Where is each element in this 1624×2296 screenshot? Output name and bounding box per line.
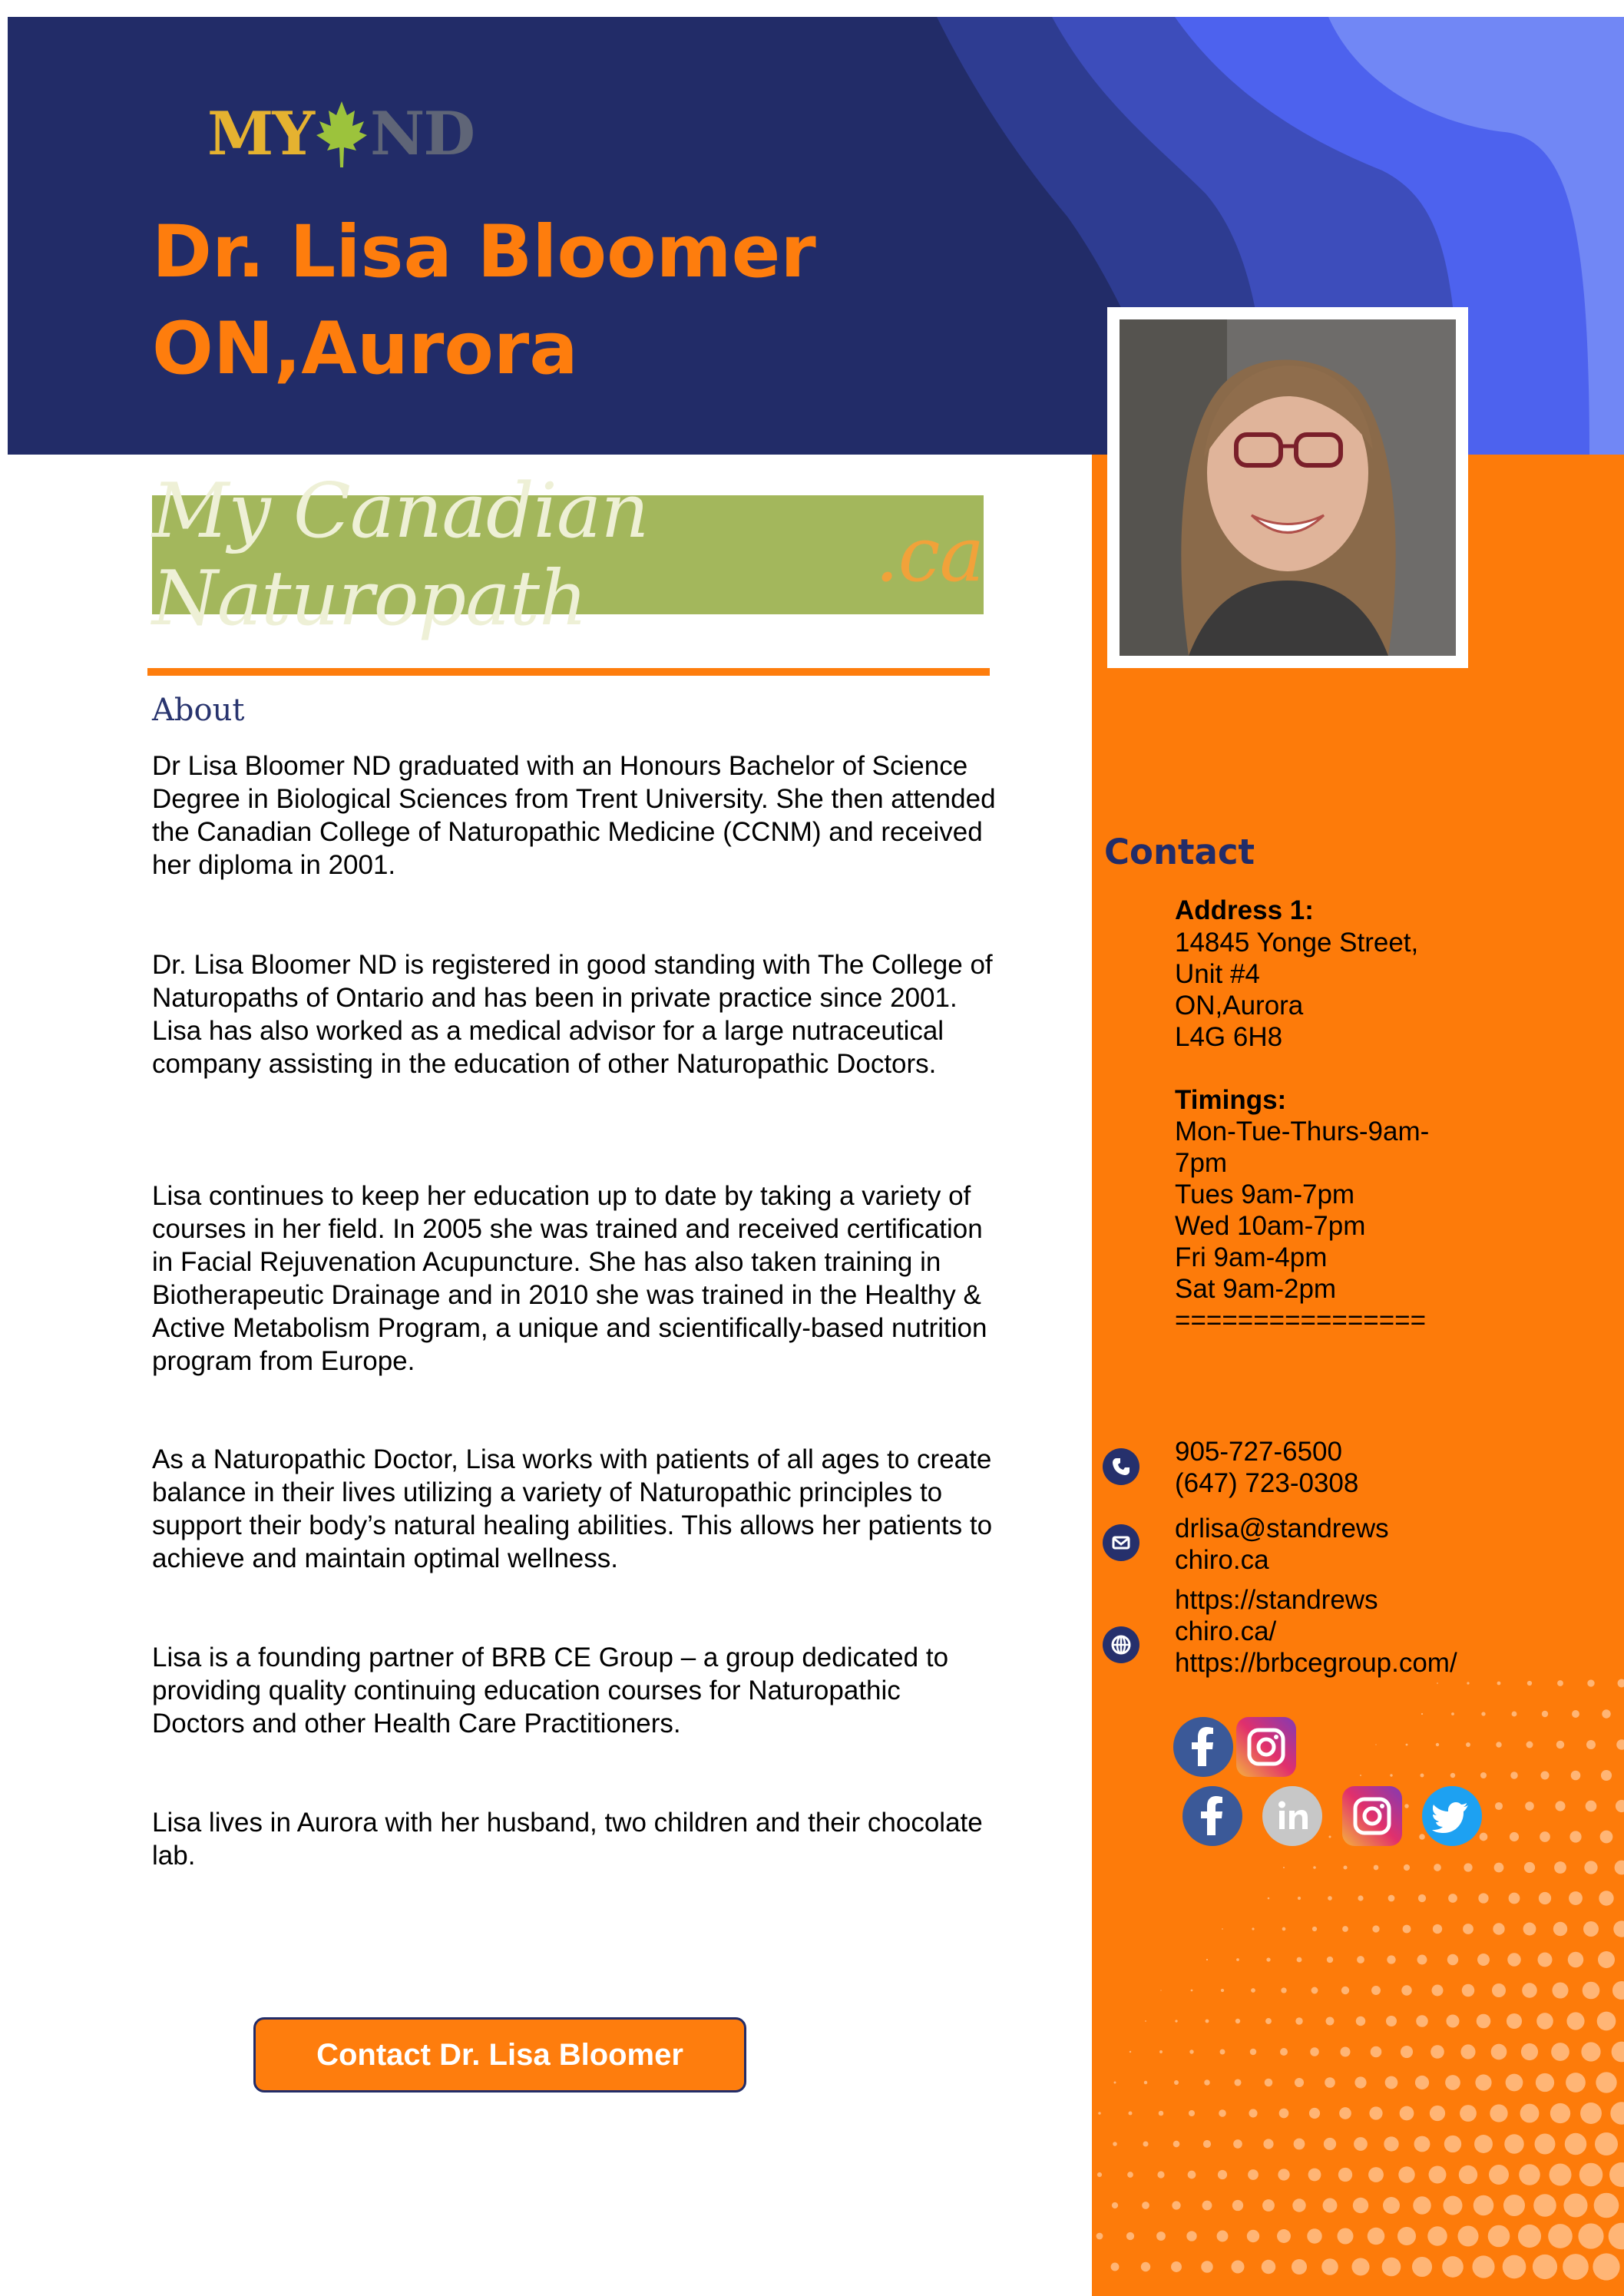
address-label: Address 1: — [1175, 895, 1314, 925]
sidebar-band — [1092, 455, 1624, 2296]
phone-icon — [1103, 1448, 1139, 1485]
about-divider — [147, 668, 990, 676]
about-paragraph-4: As a Naturopathic Doctor, Lisa works with patients of all ages to create balance in their lives utilizing a variety of Naturopathic principles to support their body’s natural healing abilities. This allows her patients to achieve and maintain optimal wellness. — [152, 1444, 993, 1573]
about-paragraph-3: Lisa continues to keep her education up to date by taking a variety of courses in her field. In 2005 she was trained and received certification in Facial Rejuvenation Acupuncture. She has also taken training in Biotherapeutic Drainage and in 2010 she was trained in the Healthy & Active Metabolism Program, a unique and scientifically-based nutrition program from Europe. — [152, 1181, 987, 1376]
facebook-icon[interactable] — [1182, 1786, 1242, 1846]
halftone-dots-decoration — [1092, 455, 1624, 2296]
about-paragraph-6: Lisa lives in Aurora with her husband, two children and their chocolate lab. — [152, 1808, 983, 1871]
email-address[interactable]: drlisa@standrews chiro.ca — [1175, 1514, 1389, 1575]
email-icon — [1103, 1524, 1139, 1561]
logo-text-my: MY — [207, 99, 314, 169]
phone-numbers[interactable]: 905-727-6500 (647) 723-0308 — [1175, 1437, 1359, 1498]
instagram-icon[interactable] — [1236, 1717, 1296, 1777]
address-text: 14845 Yonge Street, Unit #4 ON,Aurora L4G 6H8 — [1175, 928, 1419, 1052]
mynd-logo — [207, 100, 474, 169]
contact-heading: Contact — [1104, 832, 1255, 872]
about-heading: About — [152, 693, 245, 728]
doctor-location: ON,Aurora — [152, 307, 578, 391]
linkedin-icon[interactable] — [1262, 1786, 1322, 1846]
banner-text-suffix: .ca — [875, 511, 984, 599]
facebook-icon[interactable] — [1173, 1717, 1233, 1777]
about-paragraph-5: Lisa is a founding partner of BRB CE Group – a group dedicated to providing quality continuing education courses for Naturopathic Doctors and other Health Care Practitioners. — [152, 1643, 949, 1739]
banner-text-main: My Canadian Naturopath — [152, 467, 649, 643]
doctor-photo — [1120, 319, 1456, 656]
twitter-icon[interactable] — [1422, 1786, 1482, 1846]
website-links[interactable]: https://standrews chiro.ca/ https://brbcegroup.com/ — [1175, 1585, 1457, 1678]
about-paragraph-2: Dr. Lisa Bloomer ND is registered in good standing with The College of Naturopaths of Ontario and has been in private practice since 2001. Lisa has also worked as a medical advisor for a large nutraceutical company assisting in the education of other Naturopathic Doctors. — [152, 950, 993, 1079]
doctor-name: Dr. Lisa Bloomer — [152, 210, 816, 294]
timings-label: Timings: — [1175, 1085, 1287, 1115]
logo-text-nd: ND — [370, 99, 474, 169]
my-canadian-naturopath-banner — [152, 467, 984, 643]
globe-icon — [1103, 1626, 1139, 1663]
maple-leaf-icon — [315, 100, 369, 169]
timings-text: Mon-Tue-Thurs-9am- 7pm Tues 9am-7pm Wed 10am-7pm Fri 9am-4pm Sat 9am-2pm ================ — [1175, 1117, 1430, 1335]
contact-doctor-button[interactable]: Contact Dr. Lisa Bloomer — [253, 2017, 746, 2093]
instagram-icon[interactable] — [1342, 1786, 1402, 1846]
about-paragraph-1: Dr Lisa Bloomer ND graduated with an Honours Bachelor of Science Degree in Biological Sciences from Trent University. She then attended the Canadian College of Naturopathic Medicine (CCNM) and received her diploma in 2001. — [152, 751, 996, 880]
